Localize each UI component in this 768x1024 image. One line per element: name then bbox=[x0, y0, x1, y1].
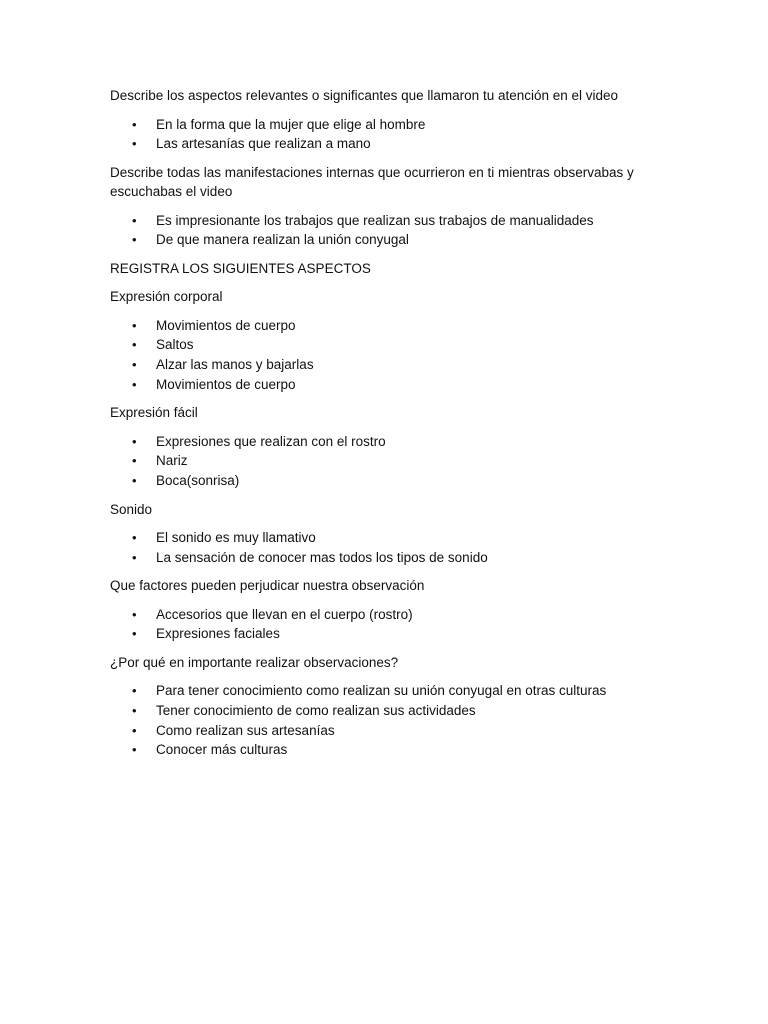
bullet-icon: • bbox=[132, 357, 137, 373]
bullet-icon: • bbox=[132, 453, 137, 469]
answer-list bbox=[110, 605, 670, 644]
bullet-icon: • bbox=[132, 703, 137, 718]
bullet-icon: • bbox=[132, 742, 137, 758]
list-item-text: Expresiones faciales bbox=[156, 626, 280, 642]
list-item bbox=[110, 701, 670, 721]
bullet-icon: • bbox=[132, 433, 137, 449]
list-item bbox=[110, 605, 670, 625]
list-item bbox=[110, 432, 670, 452]
answer-list bbox=[110, 115, 670, 154]
list-item-text: Boca(sonrisa) bbox=[156, 472, 240, 488]
list-item bbox=[110, 548, 670, 568]
list-item bbox=[110, 740, 670, 760]
list-item bbox=[110, 451, 670, 471]
answer-list bbox=[110, 681, 670, 759]
list-item bbox=[110, 335, 670, 355]
list-item-text: De que manera realizan la unión conyugal bbox=[156, 232, 409, 248]
bullet-icon: • bbox=[132, 606, 137, 622]
list-item-text: Para tener conocimiento como realizan su unión conyugal en otras culturas bbox=[156, 683, 607, 699]
list-item-text: La sensación de conocer mas todos los tipos de sonido bbox=[156, 549, 488, 565]
bullet-icon: • bbox=[132, 212, 137, 228]
bullet-icon: • bbox=[132, 626, 137, 642]
bullet-icon: • bbox=[132, 232, 137, 248]
list-item-text: Nariz bbox=[156, 453, 188, 469]
answer-list bbox=[110, 528, 670, 567]
question-heading: Describe todas las manifestaciones internas que ocurrieron en ti mientras observabas y escuchabas el video bbox=[110, 164, 634, 200]
list-item-text: Como realizan sus artesanías bbox=[156, 722, 335, 738]
bullet-icon: • bbox=[132, 376, 137, 392]
question-heading: Expresión corporal bbox=[110, 289, 223, 305]
question-heading: Sonido bbox=[110, 501, 153, 517]
list-item bbox=[110, 681, 670, 701]
list-item-text: Es impresionante los trabajos que realizan sus trabajos de manualidades bbox=[156, 212, 594, 228]
list-item-text: Conocer más culturas bbox=[156, 742, 288, 758]
question-heading: Expresión fácil bbox=[110, 405, 198, 421]
bullet-icon: • bbox=[132, 530, 137, 546]
answer-list bbox=[110, 432, 670, 491]
list-item-text: Accesorios que llevan en el cuerpo (rostro) bbox=[156, 606, 413, 622]
list-item-text: En la forma que la mujer que elige al hombre bbox=[156, 116, 426, 132]
list-item-text: Movimientos de cuerpo bbox=[156, 376, 296, 392]
bullet-icon: • bbox=[132, 337, 137, 353]
document-page bbox=[110, 86, 670, 769]
list-item-text: Expresiones que realizan con el rostro bbox=[156, 433, 386, 449]
list-item-text: Saltos bbox=[156, 337, 194, 353]
question-heading: ¿Por qué en importante realizar observaciones? bbox=[110, 654, 399, 670]
bullet-icon: • bbox=[132, 116, 137, 132]
bullet-icon: • bbox=[132, 722, 137, 738]
list-item-text: Movimientos de cuerpo bbox=[156, 317, 296, 333]
list-item-text: Las artesanías que realizan a mano bbox=[156, 136, 371, 152]
list-item-text: Alzar las manos y bajarlas bbox=[156, 357, 314, 373]
bullet-icon: • bbox=[132, 549, 137, 565]
list-item-text: Tener conocimiento de como realizan sus actividades bbox=[156, 703, 476, 718]
answer-list bbox=[110, 211, 670, 250]
list-item bbox=[110, 134, 670, 154]
list-item bbox=[110, 528, 670, 548]
list-item bbox=[110, 375, 670, 395]
list-item bbox=[110, 316, 670, 336]
question-heading: Que factores pueden perjudicar nuestra observación bbox=[110, 578, 425, 594]
list-item-text: El sonido es muy llamativo bbox=[156, 530, 316, 546]
list-item bbox=[110, 115, 670, 135]
bullet-icon: • bbox=[132, 472, 137, 488]
list-item bbox=[110, 355, 670, 375]
bullet-icon: • bbox=[132, 136, 137, 152]
list-item bbox=[110, 211, 670, 231]
list-item bbox=[110, 230, 670, 250]
answer-list bbox=[110, 316, 670, 394]
section-title: REGISTRA LOS SIGUIENTES ASPECTOS bbox=[110, 260, 371, 276]
list-item bbox=[110, 624, 670, 644]
list-item bbox=[110, 721, 670, 741]
list-item bbox=[110, 471, 670, 491]
question-heading: Describe los aspectos relevantes o significantes que llamaron tu atención en el video bbox=[110, 88, 619, 103]
bullet-icon: • bbox=[132, 317, 137, 333]
bullet-icon: • bbox=[132, 683, 137, 699]
